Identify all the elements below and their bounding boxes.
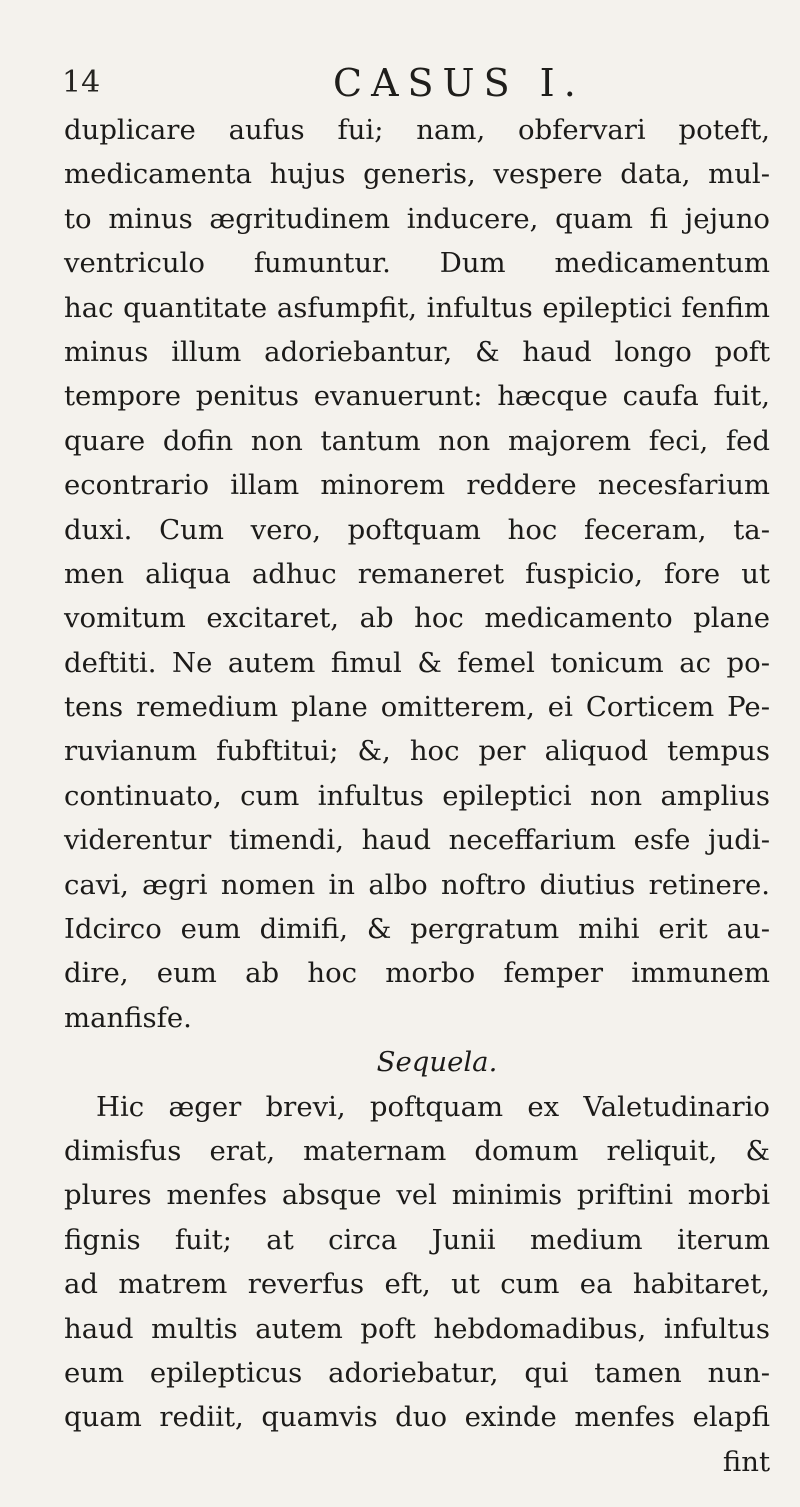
section-heading: Sequela. [376, 1046, 498, 1079]
page-number: 14 [62, 65, 101, 100]
text-line: continuato, cum infultus epileptici non amplius [64, 779, 770, 812]
text-line: deftiti. Ne autem fimul & femel tonicum ac po- [64, 646, 770, 679]
text-line: econtrario illam minorem reddere necesfarium [64, 469, 770, 502]
text-line: ventriculo fumuntur. Dum medicamentum [64, 247, 770, 280]
running-head: CASUS I. [333, 61, 585, 105]
text-line: ad matrem reverfus eft, ut cum ea habitaret, [64, 1268, 770, 1301]
text-line: dire, eum ab hoc morbo femper immunem [64, 957, 770, 990]
text-line: duplicare aufus fui; nam, obfervari poteft, [64, 114, 770, 146]
text-line: ruvianum fubftitui; &, hoc per aliquod tempus [64, 735, 770, 768]
text-line: minus illum adoriebantur, & haud longo poft [64, 335, 770, 368]
text-line: duxi. Cum vero, poftquam hoc feceram, ta- [64, 513, 770, 546]
body-text [64, 108, 770, 1484]
text-line: vomitum excitaret, ab hoc medicamento plane [64, 602, 770, 635]
catchword: fint [722, 1445, 770, 1478]
text-line: tempore penitus evanuerunt: hæcque caufa fuit, [64, 380, 770, 413]
text-line: dimisfus erat, maternam domum reliquit, & [64, 1134, 770, 1167]
text-line: manfisfe. [64, 1001, 192, 1034]
text-line: medicamenta hujus generis, vespere data, mul- [64, 158, 770, 191]
text-line: men aliqua adhuc remaneret fuspicio, fore ut [64, 557, 770, 590]
text-line: quam rediit, quamvis duo exinde menfes elapfi [64, 1401, 770, 1434]
text-line: tens remedium plane omitterem, ei Corticem Pe- [64, 691, 770, 724]
text-line: quare dofin non tantum non majorem feci, fed [64, 424, 770, 457]
text-line: haud multis autem poft hebdomadibus, infultus [64, 1312, 770, 1345]
page-header [0, 58, 800, 108]
text-line: eum epilepticus adoriebatur, qui tamen nun- [64, 1356, 770, 1389]
text-line: fignis fuit; at circa Junii medium iterum [64, 1223, 770, 1256]
text-line: hac quantitate asfumpfit, infultus epileptici fenfim [64, 291, 770, 324]
text-line: viderentur timendi, haud neceffarium esfe judi- [64, 824, 770, 857]
text-line: Idcirco eum dimifi, & pergratum mihi erit au- [64, 913, 770, 946]
text-line: Hic æger brevi, poftquam ex Valetudinario [96, 1090, 770, 1123]
text-line: cavi, ægri nomen in albo noftro diutius retinere. [64, 868, 770, 901]
text-line: to minus ægritudinem inducere, quam fi jejuno [64, 202, 770, 235]
text-line: plures menfes absque vel minimis priftini morbi [64, 1179, 770, 1212]
